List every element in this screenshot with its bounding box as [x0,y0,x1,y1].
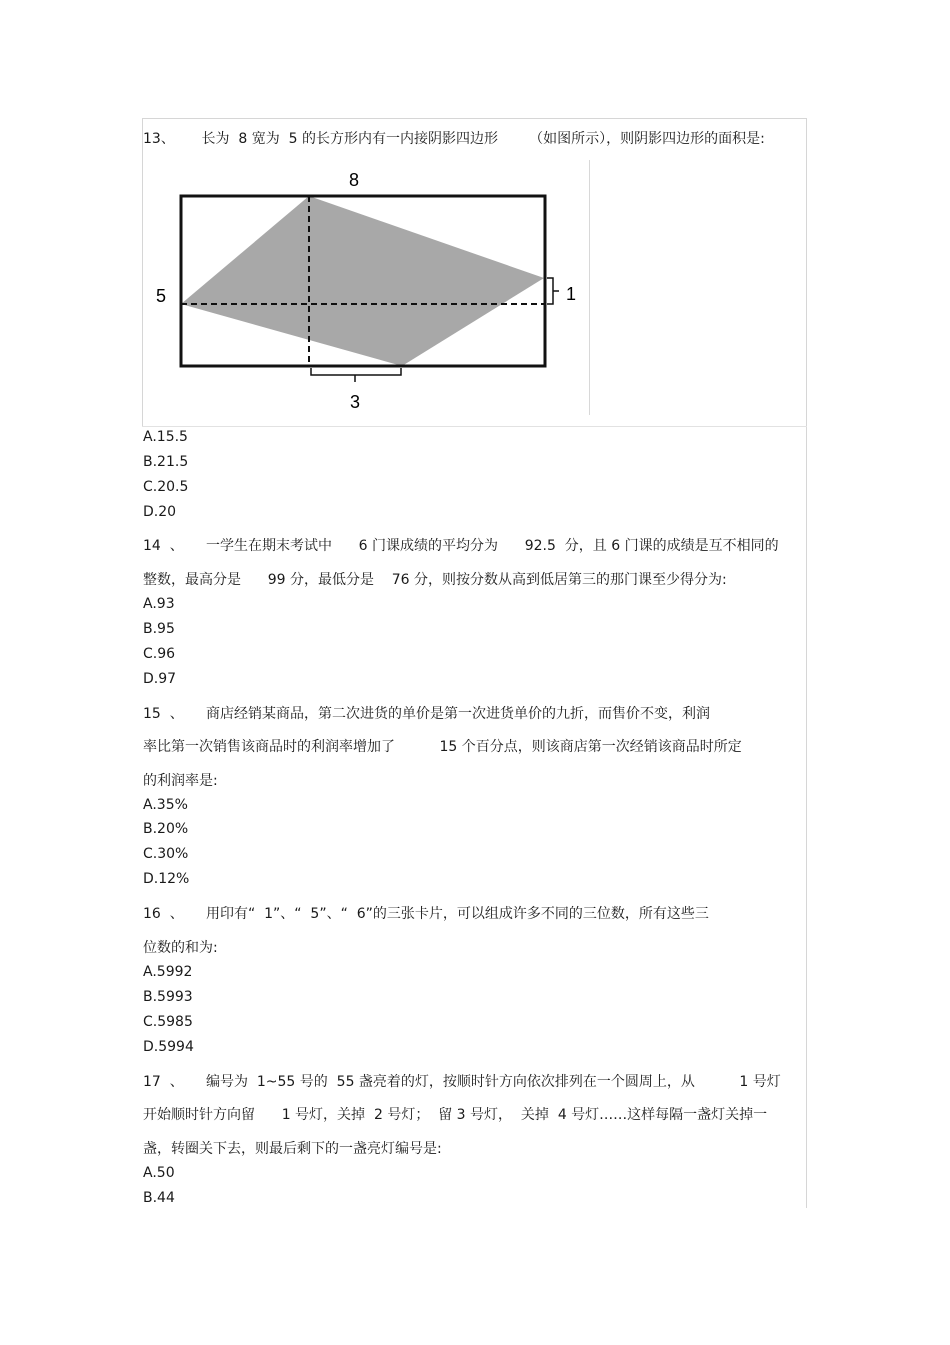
q15-line3: 的利润率是: [143,773,218,789]
q14-option-d: D.97 [143,671,177,687]
q14-option-b: B.95 [143,621,175,637]
q14-line2: 整数，最高分是 99 分，最低分是 76 分，则按分数从高到低居第三的那门课至少得分为: [143,572,727,588]
q16-option-c: C.5985 [143,1014,193,1030]
q17-option-a: A.50 [143,1165,175,1181]
q15-option-c: C.30% [143,846,189,862]
q13-option-b: B.21.5 [143,454,189,470]
q14-line1: 14 、 一学生在期末考试中 6 门课成绩的平均分为 92.5 分，且 6 门课的成绩是互不相同的 [143,538,779,554]
q16-line2: 位数的和为: [143,940,218,956]
q13-option-a: A.15.5 [143,429,188,445]
q15-option-d: D.12% [143,871,190,887]
frame-right-border [806,118,807,1208]
q16-line1: 16 、 用印有“ 1”、“ 5”、“ 6”的三张卡片，可以组成许多不同的三位数，所有这些三 [143,906,709,922]
q16-option-a: A.5992 [143,964,193,980]
q13-figure-svg [143,160,589,415]
q15-option-a: A.35% [143,797,188,813]
label-top: 8 [348,170,360,190]
frame-top-border [142,118,807,119]
q17-line3: 盏，转圈关下去，则最后剩下的一盏亮灯编号是: [143,1141,442,1157]
q15-line2: 率比第一次销售该商品时的利润率增加了 15 个百分点，则该商店第一次经销该商品时所定 [143,739,742,755]
right-bracket [547,278,553,304]
q13-figure [143,160,590,415]
q14-option-c: C.96 [143,646,176,662]
q16-option-d: D.5994 [143,1039,194,1055]
label-left: 5 [155,286,167,306]
q17-line1: 17 、 编号为 1~55 号的 55 盏亮着的灯，按顺时针方向依次排列在一个圆周上，从 1 号灯 [143,1074,781,1090]
label-bottom: 3 [349,392,361,412]
bottom-bracket [311,368,401,375]
shaded-quadrilateral [181,196,544,366]
q13-option-c: C.20.5 [143,479,189,495]
q14-option-a: A.93 [143,596,175,612]
q15-line1: 15 、 商店经销某商品，第二次进货的单价是第一次进货单价的九折，而售价不变，利润 [143,706,710,722]
label-right: 1 [565,284,577,304]
q15-option-b: B.20% [143,821,189,837]
frame-divider [142,426,807,427]
q17-option-b: B.44 [143,1190,175,1206]
q16-option-b: B.5993 [143,989,193,1005]
q13-text: 13、 长为 8 宽为 5 的长方形内有一内接阴影四边形 （如图所示），则阴影四边形的面积是: [143,131,765,147]
q13-option-d: D.20 [143,504,177,520]
q17-line2: 开始顺时针方向留 1 号灯，关掉 2 号灯； 留 3 号灯， 关掉 4 号灯……这样每隔一盏灯关掉一 [143,1107,768,1123]
